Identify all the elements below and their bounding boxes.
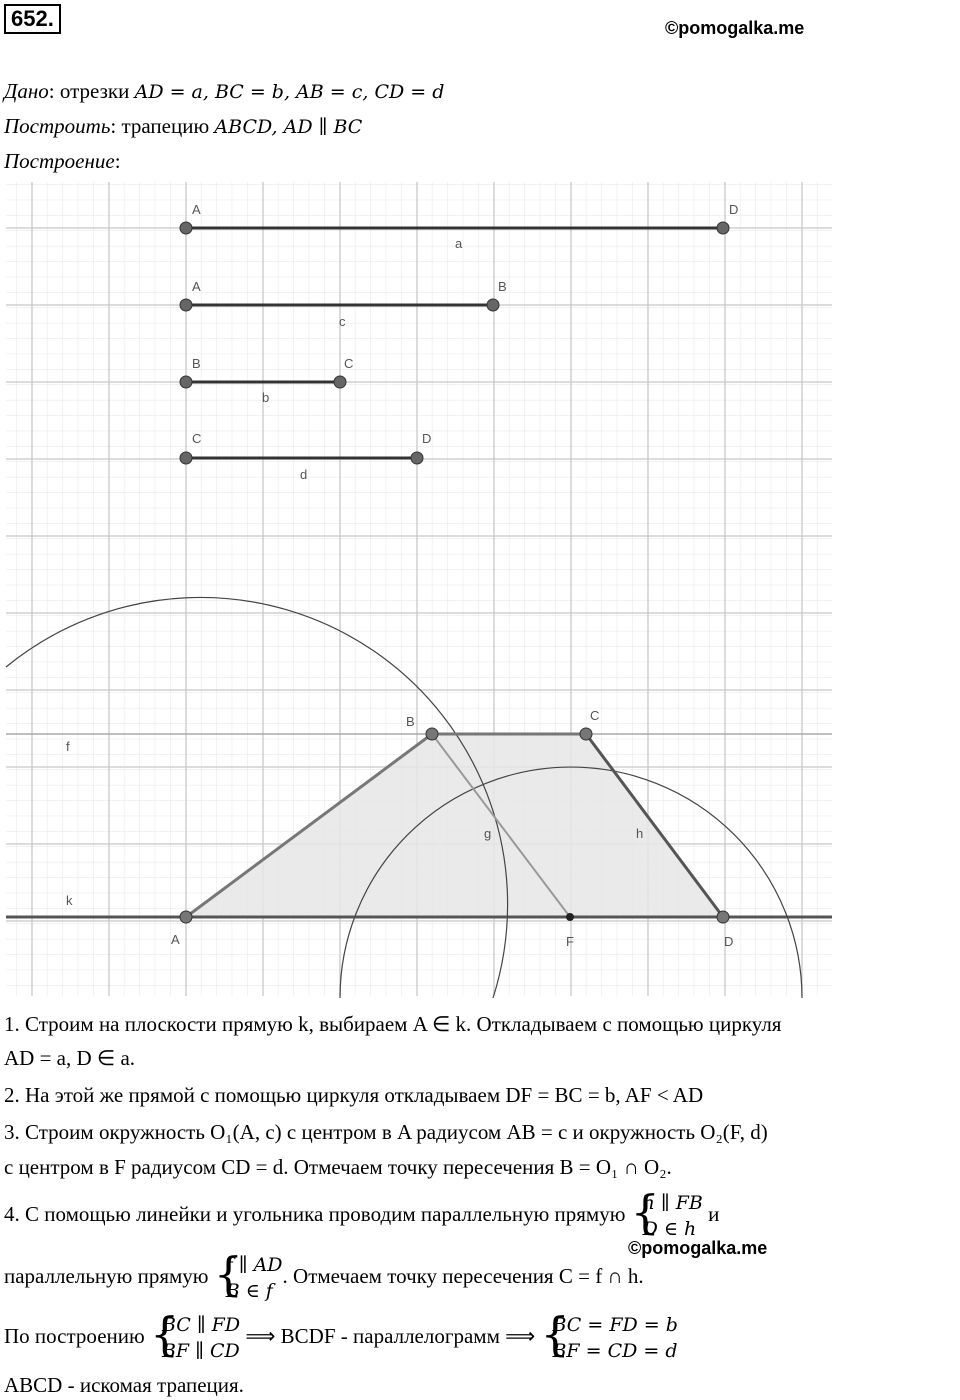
system-f-line2: B ∈ f — [225, 1280, 273, 1302]
proof-mid: ⟹ BCDF - параллелограмм ⟹ — [245, 1323, 536, 1348]
point-f — [566, 913, 574, 921]
proof-line — [4, 1312, 678, 1364]
construction-line — [4, 148, 121, 174]
given-math: AD = a, BC = b, AB = c, CD = d — [134, 81, 445, 103]
segment-c-end: B — [498, 279, 507, 294]
construction-label: Построение — [4, 149, 115, 173]
label-f-point: F — [566, 934, 574, 949]
construct-math: ABCD, AD ∥ BC — [214, 116, 363, 138]
proof-system-1-line1: { BC ∥ FD — [161, 1314, 241, 1336]
segment-a-end: D — [729, 202, 739, 217]
label-c: C — [590, 708, 600, 723]
given-label: Дано — [4, 79, 49, 103]
label-a: A — [171, 932, 180, 947]
proof-system-2 — [540, 1312, 677, 1364]
point-a — [180, 911, 192, 923]
problem-number: 652. — [4, 4, 61, 34]
proof-system-1-line2: BF ∥ CD — [161, 1340, 240, 1362]
step-3b: с центром в F радиусом CD = d. Отмечаем точку пересечения B = O₁ ∩ O₂. — [4, 1155, 672, 1179]
construct-text: : трапецию — [110, 114, 215, 138]
proof-system-1 — [150, 1312, 240, 1364]
segment-c-start: A — [192, 279, 201, 294]
point-c — [580, 728, 592, 740]
step-4a — [4, 1190, 719, 1242]
point-b — [426, 728, 438, 740]
label-line-f: f — [66, 739, 70, 754]
proof-system-2-line1: { BC = FD = b — [552, 1314, 678, 1336]
system-h-line2: D ∈ h — [642, 1218, 697, 1240]
segment-c-name: c — [339, 314, 346, 329]
system-f-line1: { f ∥ AD — [225, 1254, 283, 1276]
step-4a-text: 4. С помощью линейки и угольника проводим параллельную прямую — [4, 1201, 626, 1226]
segment-b-start: B — [192, 356, 201, 371]
watermark-top: ©pomogalka.me — [665, 18, 805, 38]
segment-b-end: C — [344, 356, 354, 371]
watermark-mid: ©pomogalka.me — [628, 1238, 768, 1258]
segment-a-start: A — [192, 202, 201, 217]
step-3a: 3. Строим окружность O₁(A, c) с центром в A радиусом AB = c и окружность O₂(F, d) — [4, 1120, 768, 1144]
segment-a-name: a — [455, 236, 463, 251]
system-h-line1: { h ∥ FB — [642, 1192, 703, 1214]
label-line-k: k — [66, 893, 73, 908]
step-4b-post: . Отмечаем точку пересечения C = f ∩ h. — [282, 1263, 644, 1288]
label-b: B — [406, 714, 415, 729]
segment-b-name: b — [262, 390, 270, 405]
point-d — [717, 911, 729, 923]
label-line-g: g — [484, 826, 492, 841]
system-f — [214, 1252, 283, 1304]
segment-d-start: C — [192, 431, 202, 446]
given-line — [4, 78, 444, 105]
construction-figure — [0, 180, 960, 998]
step-4-and: и — [708, 1201, 720, 1226]
system-h — [631, 1190, 703, 1242]
construction-text: : — [114, 149, 121, 173]
step-4b — [4, 1252, 644, 1304]
step-1a: 1. Строим на плоскости прямую k, выбираем A ∈ k. Откладываем с помощью циркуля — [4, 1012, 782, 1036]
label-line-h: h — [636, 826, 644, 841]
step-4b-pre: параллельную прямую — [4, 1263, 209, 1288]
proof-system-2-line2: BF = CD = d — [552, 1340, 678, 1362]
construct-line — [4, 113, 362, 140]
conclusion: ABCD - искомая трапеция. — [4, 1373, 244, 1397]
construct-label: Построить — [4, 114, 111, 138]
step-2: 2. На этой же прямой с помощью циркуля откладываем DF = BC = b, AF < AD — [4, 1083, 704, 1107]
given-text: : отрезки — [48, 79, 135, 103]
proof-pre: По построению — [4, 1323, 145, 1348]
step-1b: AD = a, D ∈ a. — [4, 1046, 136, 1070]
segment-d-name: d — [300, 467, 308, 482]
label-d: D — [724, 934, 734, 949]
segment-d-end: D — [422, 431, 432, 446]
